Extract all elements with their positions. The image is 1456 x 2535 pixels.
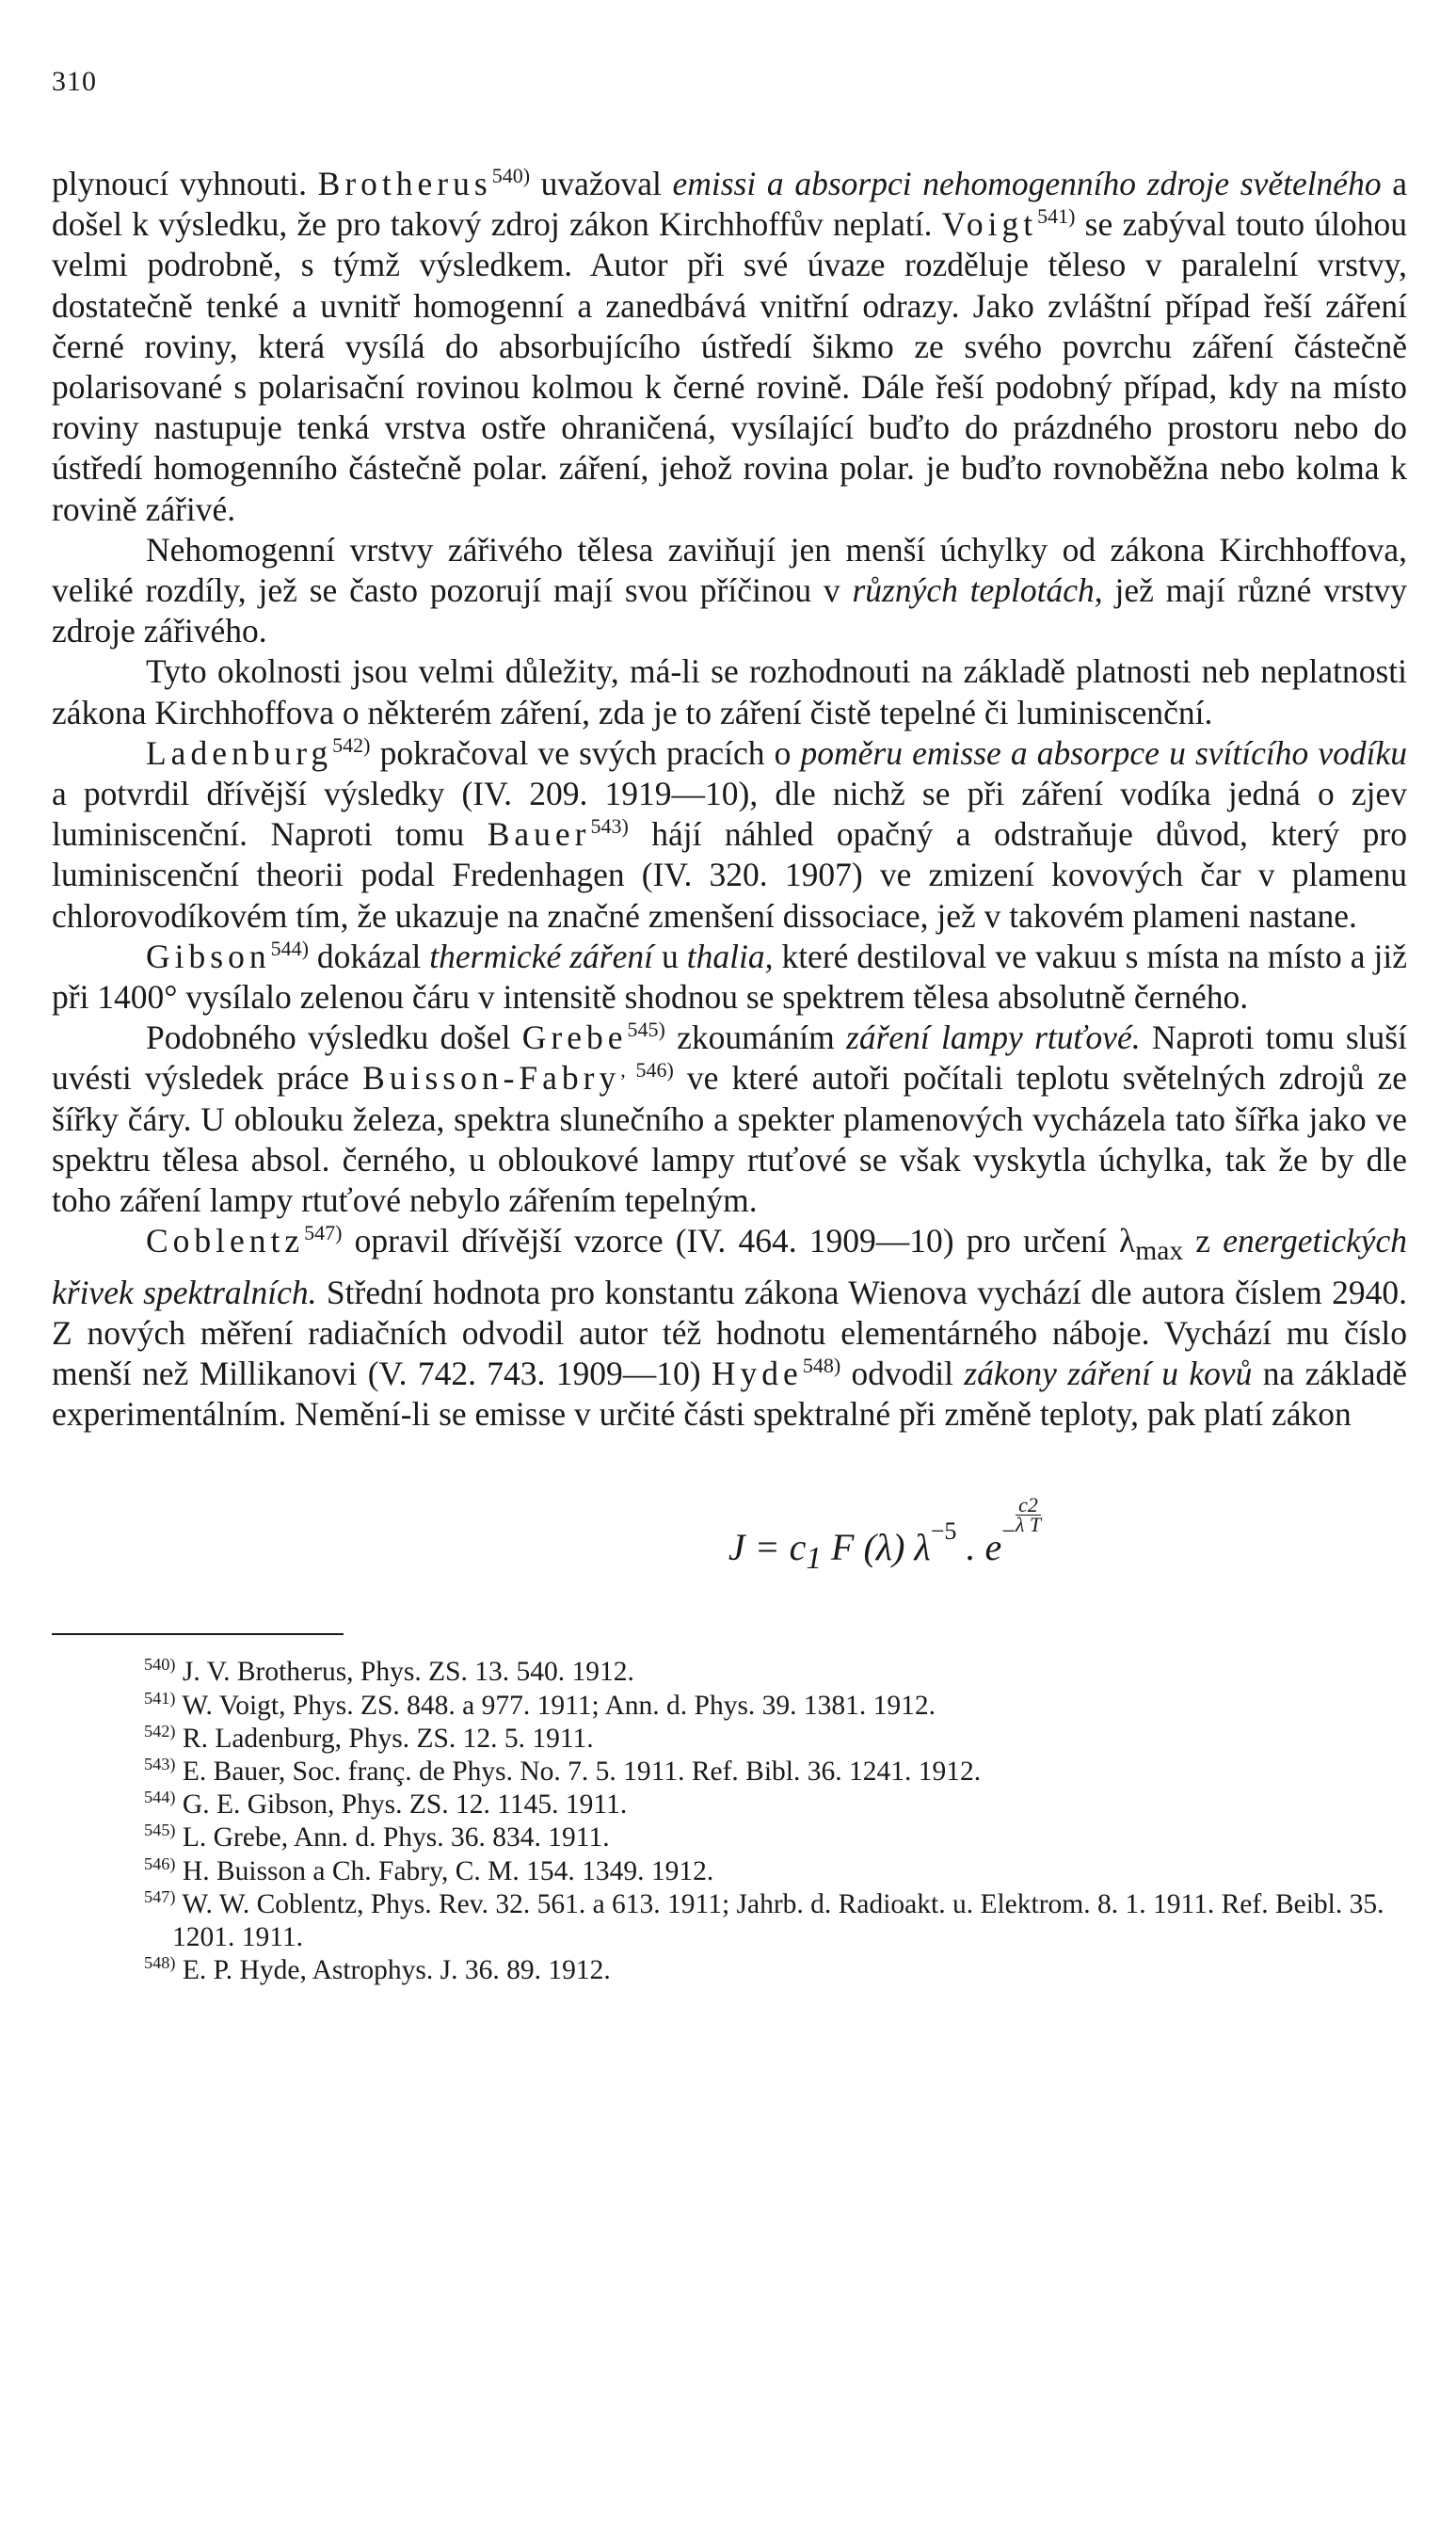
author-name: Hyde (711, 1354, 803, 1392)
formula-dot-e: . e (956, 1526, 1002, 1569)
footnote-ref: 545) (627, 1018, 665, 1042)
footnote (52, 1789, 1407, 1821)
text-run: opravil dřívější vzorce (IV. 464. 1909—10) pro určení λ (342, 1222, 1136, 1260)
footnote-number: 546) (144, 1853, 176, 1873)
footnote-ref: 542) (332, 733, 371, 758)
text-run: uvažoval (530, 165, 673, 202)
text-run: Nehomogenní vrstvy zářivého tělesa zaviňují jen menší úchylky od zákona Kirchhoffova, veliké rozdíly, jež se často pozorují mají svou příčinou v (52, 530, 1407, 610)
emphasis-text: emissi a absorpci nehomogenního zdroje světelného (672, 165, 1382, 202)
formula-wien-law (52, 1493, 1407, 1577)
formula-lhs-sub: 1 (806, 1541, 823, 1577)
text-run: Tyto okolnosti jsou velmi důležity, má-li se rozhodnouti na základě platnosti neb neplatnosti zákona Kirchhoffova o některém záření, zda je to záření čistě tepelné či luminiscenční. (52, 652, 1407, 731)
footnote (52, 1756, 1407, 1789)
author-name: Brotherus (317, 165, 492, 202)
footnote-ref: 540) (491, 164, 531, 188)
footnote-text: W. Voigt, Phys. ZS. 848. a 977. 1911; Ann. d. Phys. 39. 1381. 1912. (175, 1690, 936, 1721)
text-run: Střední hodnota pro konstantu zákona Wienova vychází dle autora číslem 2940. Z nových měření radiačních odvodil autor též hodnotu elementárného náboje. Vychází mu číslo menší než Millikanovi (V. 742. 743. 1909—10) (52, 1273, 1407, 1392)
page-number: 310 (52, 66, 97, 97)
footnote (52, 1690, 1407, 1723)
footnote-text: G. E. Gibson, Phys. ZS. 12. 1145. 1911. (175, 1789, 628, 1821)
footnote-ref: 548) (802, 1354, 841, 1378)
text-run: u (652, 937, 687, 975)
footnote-rule (52, 1633, 344, 1635)
paragraph (52, 530, 1407, 652)
text-run: dokázal (308, 937, 430, 975)
emphasis-text: energetických křivek spektralních. (52, 1222, 1407, 1311)
text-run: se zabýval touto úlohou velmi podrobně, s týmž výsledkem. Autor při své úvaze rozděluje těleso v paralelní vrstvy, dostatečně tenké a uvnitř homogenní a zanedbává vnitřní odrazy. Jako zvláštní případ řeší záření černé roviny, která vysílá do absorbujícího ústředí šikmo ze svého povrchu záření částečně polarisované s polarisační rovinou kolmou k černé rovině. Dále řeší podobný případ, kdy na místo roviny nastupuje tenká vrstva ostře ohraničená, vysílající buďto do prázdného prostoru nebo do ústředí homogenního částečně polar. záření, jehož rovina polar. je buďto rovnoběžna nebo kolma k rovině zářivé. (52, 205, 1407, 528)
emphasis-text: zákony záření u kovů (964, 1354, 1253, 1392)
formula-frac-den: λ T (1015, 1513, 1042, 1537)
footnote-ref: 543) (590, 814, 629, 839)
text-run: max (1135, 1236, 1184, 1267)
footnote-ref: 541) (1037, 204, 1076, 229)
author-name: Bauer (487, 815, 591, 854)
emphasis-text: thalia, (686, 937, 774, 975)
text-run: zkoumáním (664, 1019, 846, 1057)
author-name: Buisson-Fabry (362, 1059, 621, 1098)
footnote-number: 540) (144, 1655, 176, 1675)
paragraph (52, 1018, 1407, 1221)
document-page (52, 66, 1407, 1987)
emphasis-text: různých teplotách, (852, 571, 1103, 610)
author-name: Coblentz (146, 1222, 305, 1260)
author-name: Gibson (146, 937, 271, 975)
formula-frac-num: c2 (1016, 1496, 1041, 1516)
formula-exp-sign: − (1001, 1517, 1016, 1546)
text-run: pokračoval ve svých pracích o (370, 733, 801, 772)
emphasis-text: poměru emisse a absorpce u svítícího vodíku (800, 733, 1407, 772)
paragraph (52, 937, 1407, 1018)
footnotes (52, 1656, 1407, 1987)
footnote-number: 543) (144, 1755, 176, 1774)
footnote-text: H. Buisson a Ch. Fabry, C. M. 154. 1349. 1912. (175, 1855, 714, 1886)
footnote-text: R. Ladenburg, Phys. ZS. 12. 5. 1911. (175, 1723, 594, 1754)
emphasis-text: thermické záření (429, 937, 653, 975)
author-name: Voigt (941, 205, 1038, 244)
text-run: plynoucí vyhnouti. (52, 165, 318, 202)
text-run: Podobného výsledku došel (146, 1019, 522, 1057)
footnote-number: 545) (144, 1821, 176, 1840)
paragraph (52, 733, 1407, 937)
text-run: jež mají různé vrstvy zdroje zářivého. (52, 571, 1408, 650)
paragraph (52, 651, 1407, 732)
footnote (52, 1821, 1407, 1854)
text-run: a potvrdil dřívější výsledky (IV. 209. 1919—10), dle nichž se při záření vodíka jedná o zjev luminiscenční. Naproti tomu (52, 775, 1407, 854)
footnote-number: 548) (144, 1953, 176, 1973)
footnote (52, 1954, 1407, 1987)
footnote (52, 1888, 1407, 1954)
text-run: které destiloval ve vakuu s místa na místo a již při 1400° vysílalo zelenou čáru v intensitě shodnou se spektrem tělesa absolutně černého. (52, 937, 1407, 1017)
paragraph (52, 1221, 1407, 1435)
author-name: Grebe (521, 1019, 628, 1057)
emphasis-text: záření lampy rtuťové. (846, 1019, 1141, 1057)
text-run: hájí náhled opačný a odstraňuje důvod, který pro luminiscenční theorii podal Fredenhagen (IV. 320. 1907) ve zmizení kovových čar v plamenu chlorovodíkovém tím, že ukazuje na značné zmenšení dissociace, jež v takovém plameni nastane. (52, 815, 1407, 935)
text-run: Naproti tomu sluší uvésti výsledek práce (52, 1019, 1407, 1098)
footnote-text: L. Grebe, Ann. d. Phys. 36. 834. 1911. (175, 1822, 610, 1853)
body-text (52, 164, 1407, 1435)
footnote-number: 544) (144, 1788, 176, 1807)
footnote-number: 542) (144, 1721, 176, 1741)
formula-lhs: J = c (728, 1526, 807, 1569)
text-run: z (1183, 1222, 1224, 1260)
footnote (52, 1723, 1407, 1756)
formula-exponent: −5 (930, 1517, 957, 1546)
footnote-text: E. Bauer, Soc. franç. de Phys. No. 7. 5. 1911. Ref. Bibl. 36. 1241. 1912. (175, 1757, 982, 1787)
footnote-text: J. V. Brotherus, Phys. ZS. 13. 540. 1912. (175, 1657, 634, 1688)
footnote-ref: , 546) (620, 1058, 674, 1083)
footnote (52, 1656, 1407, 1689)
footnote-ref: 547) (304, 1221, 343, 1245)
text-run: a došel k výsledku, že pro takový zdroj zákon Kirchhoffův neplatí. (52, 165, 1407, 244)
text-run: ve které autoři počítali teplotu světelných zdrojů ze šířky čáry. U oblouku železa, spektra slunečního a spekter plamenových vycházela tato šířka jako ve spektru tělesa absol. černého, u obloukové lampy rtuťové se však vyskytla úchylka, tak že by dle toho záření lampy rtuťové nebylo zářením tepelným. (52, 1059, 1407, 1220)
footnote-number: 547) (144, 1886, 176, 1906)
author-name: Ladenburg (146, 733, 333, 772)
formula-mid: F (λ) λ (831, 1526, 931, 1569)
text-run: na základě experimentálním. Nemění-li se emisse v určité části spektralné při změně teploty, pak platí zákon (52, 1354, 1407, 1434)
footnote-text: W. W. Coblentz, Phys. Rev. 32. 561. a 613. 1911; Jahrb. d. Radioakt. u. Elektrom. 8. 1. 1911. Ref. Beibl. 35. 1201. 1911. (172, 1888, 1384, 1953)
footnote (52, 1855, 1407, 1888)
text-run: odvodil (840, 1354, 965, 1392)
paragraph (52, 164, 1407, 530)
footnote-text: E. P. Hyde, Astrophys. J. 36. 89. 1912. (175, 1955, 611, 1986)
formula-fraction (1015, 1493, 1042, 1537)
footnote-ref: 544) (270, 937, 309, 961)
footnote-number: 541) (144, 1688, 176, 1708)
